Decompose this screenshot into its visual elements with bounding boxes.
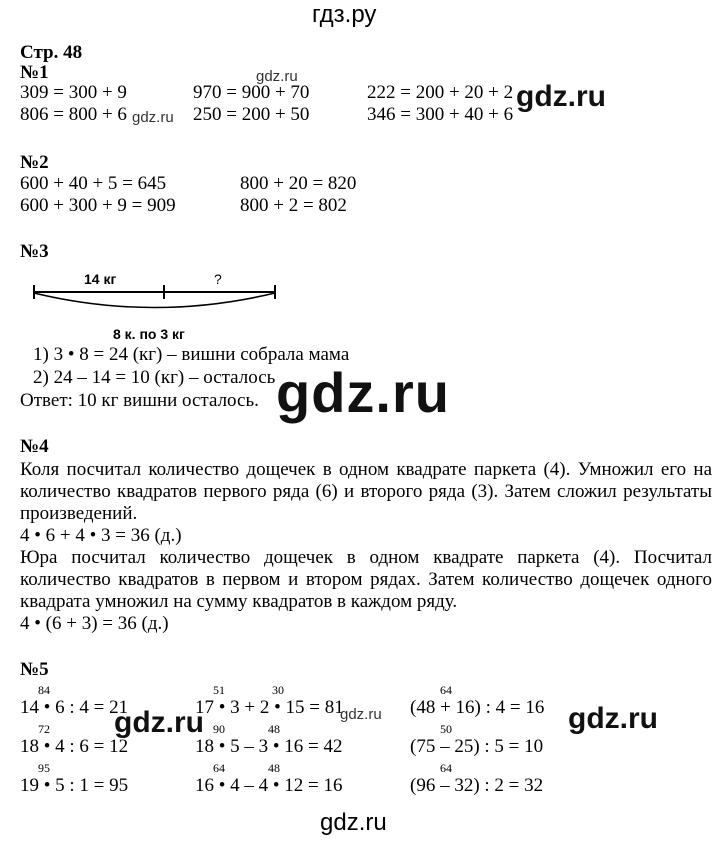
- task1-label: №1: [20, 62, 49, 83]
- task5-r1-c3: (48 + 16) : 4 = 16: [410, 697, 545, 718]
- task2-r2-c1: 600 + 300 + 9 = 909: [20, 195, 176, 216]
- task4-expression-1: 4 • 6 + 4 • 3 = 36 (д.): [20, 525, 182, 546]
- task4-label: №4: [20, 436, 49, 457]
- watermark-mid: gdz.ru: [516, 80, 606, 113]
- task4-paragraph-2: Юра посчитал количество дощечек в одном квадрате паркета (4). Посчитал количество квадратов в первом и втором рядах. Затем количество дощечек одного квадрата умножил на сумму квадратов в каждом ряду.: [20, 547, 712, 612]
- task3-answer: Ответ: 10 кг вишни осталось.: [20, 390, 259, 411]
- watermark-bottom: gdz.ru: [320, 809, 387, 836]
- task5-hint: 50: [440, 722, 452, 736]
- task1-r2-c2: 250 = 200 + 50: [193, 104, 310, 125]
- task5-hint: 48: [268, 761, 280, 775]
- task5-r1-c1: 14 • 6 : 4 = 21: [20, 697, 129, 718]
- task5-hint: 72: [38, 722, 50, 736]
- task5-hint: 64: [440, 761, 452, 775]
- task1-r1-c2: 970 = 900 + 70: [193, 82, 310, 103]
- task3-step1: 1) 3 • 8 = 24 (кг) – вишни собрала мама: [33, 344, 350, 365]
- watermark-small: gdz.ru: [340, 706, 382, 723]
- segment-brace: [34, 293, 275, 308]
- site-title: гдз.ру: [312, 1, 377, 28]
- task3-label: №3: [20, 241, 49, 262]
- task5-r3-c2: 16 • 4 – 4 • 12 = 16: [195, 775, 343, 796]
- watermark-mid: gdz.ru: [568, 702, 658, 735]
- task3-step2: 2) 24 – 14 = 10 (кг) – осталось: [33, 367, 276, 388]
- watermark-big: gdz.ru: [276, 361, 450, 424]
- task1-r1-c1: 309 = 300 + 9: [20, 82, 127, 103]
- task2-r2-c2: 800 + 2 = 802: [240, 195, 347, 216]
- task5-hint: 30: [272, 683, 284, 697]
- task1-r1-c3: 222 = 200 + 20 + 2: [367, 82, 514, 103]
- task4-expression-2: 4 • (6 + 3) = 36 (д.): [20, 613, 169, 634]
- diagram-bottom-label: 8 к. по 3 кг: [113, 326, 185, 342]
- task5-hint: 48: [268, 722, 280, 736]
- task5-hint: 90: [213, 722, 225, 736]
- task5-r1-c2: 17 • 3 + 2 • 15 = 81: [195, 697, 344, 718]
- task4-paragraph-1: Коля посчитал количество дощечек в одном квадрате паркета (4). Умножил его на количество квадратов первого ряда (6) и второго ряда (3). Затем сложил результаты произведений.: [20, 459, 712, 524]
- task2-r1-c2: 800 + 20 = 820: [240, 173, 357, 194]
- watermark-mid: gdz.ru: [114, 706, 204, 739]
- page-label: Стр. 48: [20, 42, 83, 63]
- diagram-left-label: 14 кг: [84, 271, 117, 287]
- task1-r2-c3: 346 = 300 + 40 + 6: [367, 104, 514, 125]
- task2-label: №2: [20, 152, 49, 173]
- task5-r3-c3: (96 – 32) : 2 = 32: [410, 775, 544, 796]
- task5-r3-c1: 19 • 5 : 1 = 95: [20, 775, 129, 796]
- task1-r2-c1: 806 = 800 + 6: [20, 104, 127, 125]
- task5-hint: 95: [38, 761, 50, 775]
- watermark-small: gdz.ru: [132, 109, 174, 126]
- watermark-small: gdz.ru: [256, 68, 298, 85]
- task5-hint: 51: [213, 683, 225, 697]
- task5-hint: 84: [38, 683, 50, 697]
- task5-r2-c2: 18 • 5 – 3 • 16 = 42: [195, 736, 343, 757]
- task5-hint: 64: [213, 761, 225, 775]
- diagram-right-label: ?: [214, 271, 222, 287]
- task5-label: №5: [20, 659, 49, 680]
- task2-r1-c1: 600 + 40 + 5 = 645: [20, 173, 167, 194]
- task5-hint: 64: [440, 683, 452, 697]
- task5-r2-c1: 18 • 4 : 6 = 12: [20, 736, 129, 757]
- task5-r2-c3: (75 – 25) : 5 = 10: [410, 736, 544, 757]
